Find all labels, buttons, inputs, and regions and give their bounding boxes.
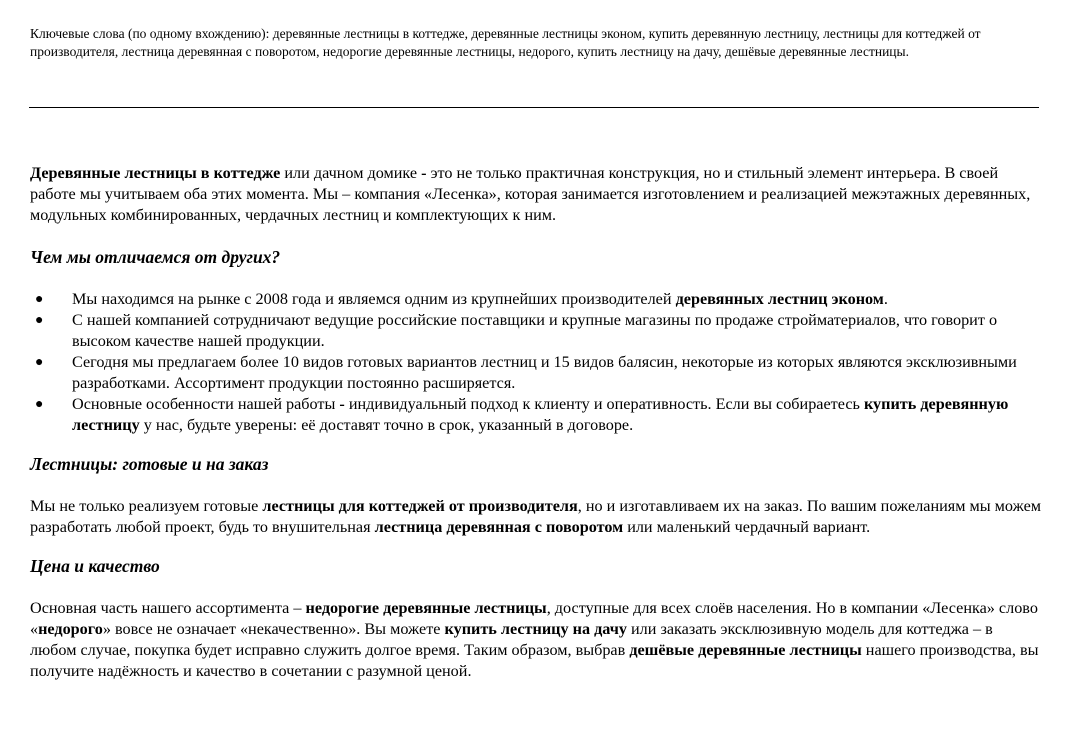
ready-text-3: или маленький чердачный вариант.: [623, 518, 871, 536]
ready-keyword-1: лестницы для коттеджей от производителя: [262, 497, 578, 515]
advantages-list: [30, 289, 1042, 436]
list-item-keyword: купить деревянную лестницу: [72, 395, 1009, 434]
price-keyword-3: купить лестницу на дачу: [444, 620, 627, 638]
heading-differences: Чем мы отличаемся от других?: [30, 247, 281, 267]
price-text-1: Основная часть нашего ассортимента –: [30, 599, 306, 617]
ready-text-2: , но и изготавливаем их на заказ. По вашим пожеланиям мы можем разработать любой проект, будь то внушительная: [30, 497, 1042, 536]
list-item-text: .: [883, 290, 888, 308]
keywords-line: Ключевые слова (по одному вхождению): деревянные лестницы в коттедже, деревянные лестницы эконом, купить деревянную лестницу, лестницы для коттеджей от производителя, лестница деревянная с поворотом, недорогие деревянные лестницы, недорого, купить лестницу на дачу, дешёвые деревянные лестницы.: [30, 26, 981, 59]
list-item-text: индивидуальный подход к клиенту и оперативность. Если вы собираетесь: [344, 395, 864, 413]
price-text-4: или заказать эксклюзивную модель для коттеджа – в любом случае, покупка будет исправно служить долгое время. Таким образом, выбрав: [30, 620, 993, 659]
ready-made-paragraph: [30, 496, 1042, 538]
price-paragraph: [30, 598, 1042, 682]
list-item-dash: -: [339, 395, 345, 413]
ready-text-1: Мы не только реализуем готовые: [30, 497, 263, 515]
ready-keyword-2: лестница деревянная с поворотом: [374, 518, 624, 536]
price-keyword-1: недорогие деревянные лестницы: [305, 599, 547, 617]
bullet-icon: ●: [35, 355, 44, 370]
heading-price-quality: Цена и качество: [30, 556, 160, 576]
intro-dash: -: [421, 164, 427, 182]
list-item: [30, 289, 1042, 310]
list-item-text: Основные особенности нашей работы: [72, 395, 340, 413]
intro-keyword: Деревянные лестницы в коттедже: [30, 164, 281, 182]
list-item-text: Сегодня мы предлагаем более 10 видов готовых вариантов лестниц и 15 видов балясин, некоторые из которых являются эксклюзивными разработками. Ассортимент продукции постоянно расширяется.: [72, 353, 1017, 392]
list-item-text: Мы находимся на рынке с 2008 года и являемся одним из крупнейших производителей: [72, 290, 676, 308]
horizontal-rule: [29, 107, 1039, 108]
intro-text-2: это не только практичная конструкция, но и стильный элемент интерьера. В своей работе мы учитываем оба этих момента. Мы – компания «Лесенка», которая занимается изготовлением и реализацией межэтажных деревянных, модульных комбинированных, чердачных лестниц и комплектующих к ним.: [30, 164, 1031, 224]
list-item-text: у нас, будьте уверены: её доставят точно в срок, указанный в договоре.: [139, 416, 634, 434]
bullet-icon: ●: [35, 292, 44, 307]
article-body: [30, 163, 1042, 682]
list-item-keyword: деревянных лестниц эконом: [675, 290, 884, 308]
price-keyword-4: дешёвые деревянные лестницы: [629, 641, 862, 659]
price-keyword-2: недорого: [38, 620, 103, 638]
list-item: [30, 352, 1042, 394]
list-item: [30, 394, 1042, 436]
heading-ready-made: Лестницы: готовые и на заказ: [30, 454, 269, 474]
intro-paragraph: [30, 163, 1042, 226]
price-text-3: » вовсе не означает «некачественно». Вы можете: [102, 620, 445, 638]
price-text-5: нашего производства, вы получите надёжность и качество в сочетании с разумной ценой.: [30, 641, 1039, 680]
intro-text-1: или дачном домике: [280, 164, 422, 182]
bullet-icon: ●: [35, 397, 44, 412]
list-item-text: С нашей компанией сотрудничают ведущие российские поставщики и крупные магазины по продаже стройматериалов, что говорит о высоком качестве нашей продукции.: [72, 311, 998, 350]
price-text-2: , доступные для всех слоёв населения. Но в компании «Лесенка» слово «: [30, 599, 1038, 638]
list-item: [30, 310, 1042, 352]
bullet-icon: ●: [35, 313, 44, 328]
